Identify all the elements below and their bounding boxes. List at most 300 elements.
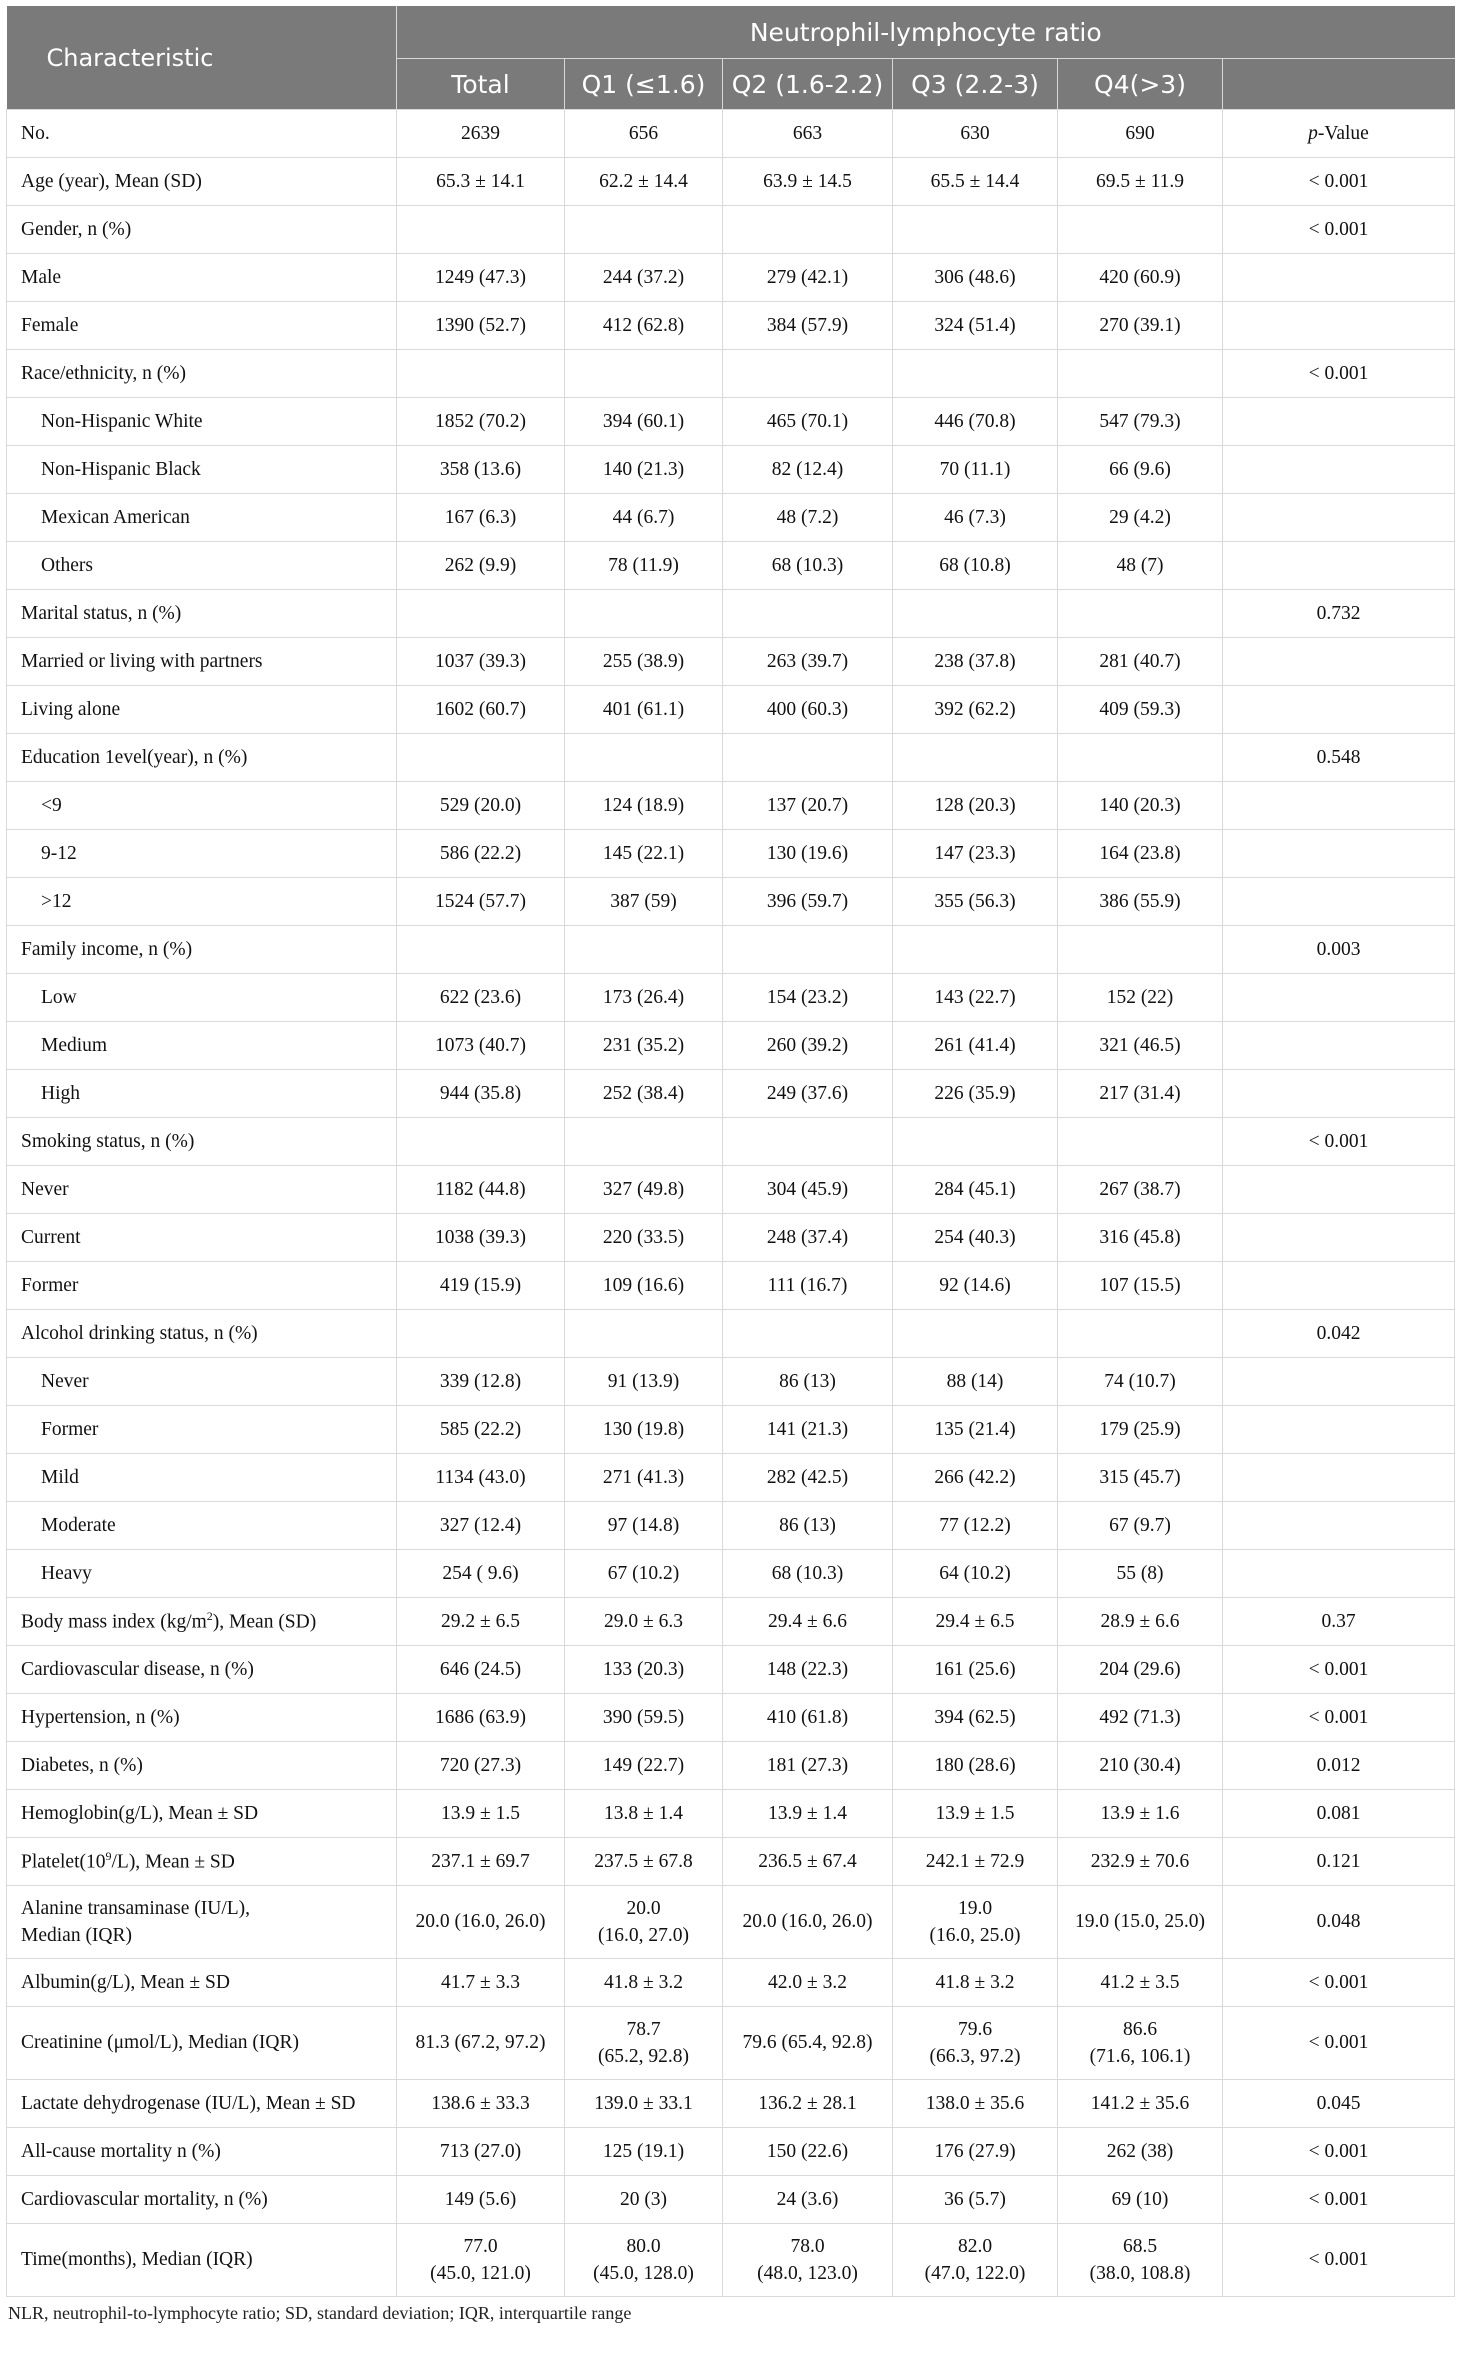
table-cell: 396 (59.7) [723, 878, 893, 926]
row-label [7, 926, 397, 974]
table-cell: 74 (10.7) [1058, 1358, 1223, 1406]
table-cell: 44 (6.7) [565, 494, 723, 542]
table-cell: 64 (10.2) [893, 1550, 1058, 1598]
table-cell: 65.5 ± 14.4 [893, 158, 1058, 206]
table-cell: 1602 (60.7) [397, 686, 565, 734]
row-label-text: Heavy [41, 1562, 92, 1584]
table-cell: 125 (19.1) [565, 2128, 723, 2176]
row-label-text-suffix: /L), Mean ± SD [111, 1851, 235, 1873]
table-cell: 420 (60.9) [1058, 254, 1223, 302]
table-cell: 254 ( 9.6) [397, 1550, 565, 1598]
p-value-suffix: -Value [1317, 122, 1369, 144]
table-cell: 141 (21.3) [723, 1406, 893, 1454]
baseline-characteristics-table [6, 6, 1455, 2297]
table-cell: 20 (3) [565, 2176, 723, 2224]
table-cell-line: (47.0, 122.0) [924, 2263, 1026, 2284]
p-value-cell: 0.081 [1223, 1790, 1455, 1838]
table-row [7, 1959, 1455, 2007]
row-label-text: Never [41, 1370, 89, 1392]
table-cell [893, 1310, 1058, 1358]
row-label [7, 2176, 397, 2224]
table-cell: 394 (60.1) [565, 398, 723, 446]
table-cell [397, 350, 565, 398]
table-cell: 48 (7) [1058, 542, 1223, 590]
row-label [7, 350, 397, 398]
row-label [7, 878, 397, 926]
row-label [7, 1790, 397, 1838]
table-cell: 140 (20.3) [1058, 782, 1223, 830]
table-cell: 69 (10) [1058, 2176, 1223, 2224]
table-cell [565, 734, 723, 782]
p-value-cell: < 0.001 [1223, 1646, 1455, 1694]
table-cell: 1182 (44.8) [397, 1166, 565, 1214]
table-cell [1058, 926, 1223, 974]
row-label [7, 1598, 397, 1646]
row-label [7, 398, 397, 446]
p-value-cell [1223, 1166, 1455, 1214]
table-row [7, 446, 1455, 494]
row-label-text: Time(months), Median (IQR) [21, 2249, 253, 2271]
table-cell [893, 206, 1058, 254]
row-label [7, 974, 397, 1022]
table-cell-line: 78.7 [626, 2018, 661, 2040]
row-label-text: <9 [41, 794, 62, 816]
table-row [7, 1550, 1455, 1598]
table-cell: 13.9 ± 1.6 [1058, 1790, 1223, 1838]
p-value-cell: < 0.001 [1223, 1959, 1455, 2007]
p-value-cell: 0.37 [1223, 1598, 1455, 1646]
p-value-cell: 0.042 [1223, 1310, 1455, 1358]
row-label-text: Albumin(g/L), Mean ± SD [21, 1971, 230, 1993]
table-row [7, 830, 1455, 878]
table-cell: 107 (15.5) [1058, 1262, 1223, 1310]
row-label-text: Former [21, 1274, 79, 1296]
table-cell: 713 (27.0) [397, 2128, 565, 2176]
p-value-italic: p [1308, 122, 1318, 144]
table-cell: 254 (40.3) [893, 1214, 1058, 1262]
row-label [7, 1959, 397, 2007]
table-cell: 68 (10.3) [723, 1550, 893, 1598]
table-row [7, 926, 1455, 974]
row-label-text: Moderate [41, 1514, 116, 1536]
table-cell: 143 (22.7) [893, 974, 1058, 1022]
table-cell: 1852 (70.2) [397, 398, 565, 446]
p-value-cell [1223, 686, 1455, 734]
table-cell-line: 19.0 [957, 1897, 993, 1919]
table-cell: 41.7 ± 3.3 [397, 1959, 565, 2007]
table-cell: 446 (70.8) [893, 398, 1058, 446]
row-label [7, 638, 397, 686]
table-cell: 28.9 ± 6.6 [1058, 1598, 1223, 1646]
table-cell: 1686 (63.9) [397, 1694, 565, 1742]
table-cell: 149 (5.6) [397, 2176, 565, 2224]
table-cell: 179 (25.9) [1058, 1406, 1223, 1454]
table-cell [723, 1118, 893, 1166]
table-cell: 137 (20.7) [723, 782, 893, 830]
table-cell: 412 (62.8) [565, 302, 723, 350]
table-row [7, 638, 1455, 686]
row-label [7, 590, 397, 638]
table-cell [397, 1310, 565, 1358]
table-cell: 630 [893, 110, 1058, 158]
table-cell: 65.3 ± 14.1 [397, 158, 565, 206]
row-label [7, 446, 397, 494]
row-label [7, 1358, 397, 1406]
row-label [7, 1070, 397, 1118]
table-row [7, 1502, 1455, 1550]
table-cell: 315 (45.7) [1058, 1454, 1223, 1502]
p-value-cell [1223, 1262, 1455, 1310]
table-cell: 720 (27.3) [397, 1742, 565, 1790]
table-cell [723, 206, 893, 254]
row-label-text: Non-Hispanic White [41, 410, 203, 432]
row-label [7, 1262, 397, 1310]
table-cell: 279 (42.1) [723, 254, 893, 302]
table-cell [723, 734, 893, 782]
column-header-q2: Q2 (1.6-2.2) [723, 59, 893, 110]
row-label [7, 1454, 397, 1502]
row-label [7, 302, 397, 350]
table-cell [1058, 1310, 1223, 1358]
table-row [7, 1838, 1455, 1886]
table-cell: 19.0 (15.0, 25.0) [1058, 1886, 1223, 1959]
row-label [7, 1406, 397, 1454]
table-cell: 180 (28.6) [893, 1742, 1058, 1790]
table-cell [565, 590, 723, 638]
row-label [7, 1310, 397, 1358]
row-label [7, 734, 397, 782]
p-value-cell [1223, 830, 1455, 878]
table-cell: 69.5 ± 11.9 [1058, 158, 1223, 206]
table-cell: 282 (42.5) [723, 1454, 893, 1502]
table-cell: 1073 (40.7) [397, 1022, 565, 1070]
table-cell: 262 (9.9) [397, 542, 565, 590]
p-value-cell [1223, 1070, 1455, 1118]
row-label [7, 1838, 397, 1886]
table-cell: 204 (29.6) [1058, 1646, 1223, 1694]
table-cell: 79.6 (65.4, 92.8) [723, 2007, 893, 2080]
row-label-text-suffix: ), Mean (SD) [212, 1611, 317, 1633]
table-cell [1058, 590, 1223, 638]
table-cell: 316 (45.8) [1058, 1214, 1223, 1262]
table-cell: 238 (37.8) [893, 638, 1058, 686]
table-cell: 13.9 ± 1.5 [397, 1790, 565, 1838]
row-label-text: Hemoglobin(g/L), Mean ± SD [21, 1802, 259, 1824]
table-cell: 267 (38.7) [1058, 1166, 1223, 1214]
table-row [7, 1310, 1455, 1358]
p-value-cell [1223, 878, 1455, 926]
row-label-text: Mild [41, 1466, 79, 1488]
table-row [7, 2080, 1455, 2128]
row-label-text: Marital status, n (%) [21, 602, 182, 624]
table-cell: 97 (14.8) [565, 1502, 723, 1550]
table-cell [565, 206, 723, 254]
row-label [7, 2128, 397, 2176]
table-cell: 358 (13.6) [397, 446, 565, 494]
row-label [7, 2224, 397, 2297]
row-label-text: Married or living with partners [21, 650, 263, 672]
table-cell: 13.8 ± 1.4 [565, 1790, 723, 1838]
table-cell: 55 (8) [1058, 1550, 1223, 1598]
table-cell: 646 (24.5) [397, 1646, 565, 1694]
table-row [7, 1070, 1455, 1118]
table-row [7, 542, 1455, 590]
table-cell [893, 590, 1058, 638]
table-cell [893, 926, 1058, 974]
table-cell: 152 (22) [1058, 974, 1223, 1022]
column-header-q3: Q3 (2.2-3) [893, 59, 1058, 110]
table-cell: 29 (4.2) [1058, 494, 1223, 542]
row-label [7, 782, 397, 830]
row-label [7, 1502, 397, 1550]
p-value-cell [1223, 110, 1455, 158]
table-cell: 586 (22.2) [397, 830, 565, 878]
table-cell-line: (38.0, 108.8) [1089, 2263, 1191, 2284]
table-row [7, 2224, 1455, 2297]
p-value-cell [1223, 254, 1455, 302]
row-label-text-line2: Median (IQR) [21, 1925, 133, 1946]
p-value-cell: < 0.001 [1223, 2128, 1455, 2176]
row-label-text: Alanine transaminase (IU/L), [21, 1897, 251, 1919]
table-cell: 20.0 (16.0, 26.0) [723, 1886, 893, 1959]
table-cell: 82 (12.4) [723, 446, 893, 494]
row-label-text: Alcohol drinking status, n (%) [21, 1322, 258, 1344]
row-label [7, 1694, 397, 1742]
table-cell: 62.2 ± 14.4 [565, 158, 723, 206]
table-cell: 248 (37.4) [723, 1214, 893, 1262]
table-cell: 284 (45.1) [893, 1166, 1058, 1214]
table-cell: 140 (21.3) [565, 446, 723, 494]
table-cell: 133 (20.3) [565, 1646, 723, 1694]
table-cell: 68 (10.3) [723, 542, 893, 590]
column-header-q4: Q4(>3) [1058, 59, 1223, 110]
table-cell: 2639 [397, 110, 565, 158]
table-row [7, 1214, 1455, 1262]
table-cell-line: (71.6, 106.1) [1089, 2046, 1191, 2067]
row-label [7, 158, 397, 206]
table-cell: 327 (12.4) [397, 1502, 565, 1550]
row-label [7, 110, 397, 158]
table-cell: 81.3 (67.2, 97.2) [397, 2007, 565, 2080]
table-cell: 66 (9.6) [1058, 446, 1223, 494]
table-row [7, 734, 1455, 782]
row-label-text: Family income, n (%) [21, 938, 193, 960]
table-cell: 390 (59.5) [565, 1694, 723, 1742]
table-cell: 91 (13.9) [565, 1358, 723, 1406]
table-cell: 237.1 ± 69.7 [397, 1838, 565, 1886]
row-label [7, 1166, 397, 1214]
table-cell-line: 77.0 [463, 2235, 498, 2257]
p-value-cell: < 0.001 [1223, 206, 1455, 254]
table-cell: 585 (22.2) [397, 1406, 565, 1454]
p-value-cell [1223, 1358, 1455, 1406]
table-row [7, 1646, 1455, 1694]
row-label-text: Platelet(10 [21, 1851, 106, 1873]
table-cell: 63.9 ± 14.5 [723, 158, 893, 206]
row-label-text: Cardiovascular mortality, n (%) [21, 2188, 268, 2210]
table-row [7, 686, 1455, 734]
table-cell: 249 (37.6) [723, 1070, 893, 1118]
row-label-text: Education 1evel(year), n (%) [21, 746, 248, 768]
table-cell [565, 350, 723, 398]
table-cell: 130 (19.6) [723, 830, 893, 878]
table-cell: 145 (22.1) [565, 830, 723, 878]
table-row [7, 2176, 1455, 2224]
table-cell: 226 (35.9) [893, 1070, 1058, 1118]
table-cell [723, 590, 893, 638]
table-cell: 944 (35.8) [397, 1070, 565, 1118]
table-footnote: NLR, neutrophil-to-lymphocyte ratio; SD, standard deviation; IQR, interquartile range [8, 2303, 632, 2323]
table-cell: 181 (27.3) [723, 1742, 893, 1790]
table-cell: 547 (79.3) [1058, 398, 1223, 446]
table-cell-line: (66.3, 97.2) [929, 2046, 1021, 2067]
table-cell [1058, 350, 1223, 398]
table-cell: 231 (35.2) [565, 1022, 723, 1070]
row-label [7, 1214, 397, 1262]
table-cell: 92 (14.6) [893, 1262, 1058, 1310]
p-value-cell: < 0.001 [1223, 158, 1455, 206]
row-label-superscript: 2 [206, 1608, 213, 1623]
table-cell: 210 (30.4) [1058, 1742, 1223, 1790]
table-cell: 252 (38.4) [565, 1070, 723, 1118]
table-row [7, 2007, 1455, 2080]
table-cell: 36 (5.7) [893, 2176, 1058, 2224]
table-cell: 135 (21.4) [893, 1406, 1058, 1454]
table-cell: 78 (11.9) [565, 542, 723, 590]
row-label [7, 1886, 397, 1959]
table-cell: 41.8 ± 3.2 [565, 1959, 723, 2007]
row-label-text: Cardiovascular disease, n (%) [21, 1658, 254, 1680]
table-cell: 392 (62.2) [893, 686, 1058, 734]
row-label-text: Former [41, 1418, 99, 1440]
table-cell: 400 (60.3) [723, 686, 893, 734]
table-cell: 387 (59) [565, 878, 723, 926]
row-label [7, 1118, 397, 1166]
table-cell: 149 (22.7) [565, 1742, 723, 1790]
p-value-cell [1223, 1214, 1455, 1262]
row-label-text: Race/ethnicity, n (%) [21, 362, 186, 384]
row-label-text: Medium [41, 1034, 108, 1056]
row-label-text: Others [41, 554, 93, 576]
p-value-cell: < 0.001 [1223, 2224, 1455, 2297]
table-cell [1058, 734, 1223, 782]
p-value-cell: 0.732 [1223, 590, 1455, 638]
table-row [7, 1406, 1455, 1454]
table-cell: 111 (16.7) [723, 1262, 893, 1310]
table-cell: 148 (22.3) [723, 1646, 893, 1694]
p-value-cell: < 0.001 [1223, 2007, 1455, 2080]
p-value-cell [1223, 1406, 1455, 1454]
table-cell: 220 (33.5) [565, 1214, 723, 1262]
table-row [7, 974, 1455, 1022]
p-value-cell: 0.012 [1223, 1742, 1455, 1790]
table-cell [565, 2224, 723, 2297]
table-cell: 29.2 ± 6.5 [397, 1598, 565, 1646]
row-label-text: Hypertension, n (%) [21, 1706, 180, 1728]
table-cell [565, 926, 723, 974]
table-cell: 270 (39.1) [1058, 302, 1223, 350]
row-label-text: Low [41, 986, 77, 1008]
table-body [7, 110, 1455, 2297]
table-cell: 138.6 ± 33.3 [397, 2080, 565, 2128]
table-row [7, 350, 1455, 398]
table-cell: 663 [723, 110, 893, 158]
table-cell: 324 (51.4) [893, 302, 1058, 350]
table-cell: 130 (19.8) [565, 1406, 723, 1454]
row-label-text: Body mass index (kg/m [21, 1611, 207, 1633]
table-cell: 173 (26.4) [565, 974, 723, 1022]
table-cell-line: 80.0 [626, 2235, 661, 2257]
table-cell: 281 (40.7) [1058, 638, 1223, 686]
table-cell: 141.2 ± 35.6 [1058, 2080, 1223, 2128]
row-label-text: Non-Hispanic Black [41, 458, 201, 480]
row-label-text: No. [21, 122, 50, 144]
table-cell: 150 (22.6) [723, 2128, 893, 2176]
table-cell: 244 (37.2) [565, 254, 723, 302]
table-cell: 48 (7.2) [723, 494, 893, 542]
table-cell: 29.4 ± 6.5 [893, 1598, 1058, 1646]
table-cell: 690 [1058, 110, 1223, 158]
table-cell [565, 1310, 723, 1358]
table-cell-line: 82.0 [957, 2235, 993, 2257]
table-cell: 306 (48.6) [893, 254, 1058, 302]
table-row [7, 1694, 1455, 1742]
table-cell: 529 (20.0) [397, 782, 565, 830]
table-row [7, 494, 1455, 542]
table-cell: 13.9 ± 1.5 [893, 1790, 1058, 1838]
p-value-cell: < 0.001 [1223, 1694, 1455, 1742]
table-cell: 339 (12.8) [397, 1358, 565, 1406]
table-cell: 232.9 ± 70.6 [1058, 1838, 1223, 1886]
table-cell [565, 2007, 723, 2080]
table-cell: 355 (56.3) [893, 878, 1058, 926]
row-label [7, 1022, 397, 1070]
p-value-cell [1223, 974, 1455, 1022]
row-label-text: Never [21, 1178, 69, 1200]
table-cell [893, 2224, 1058, 2297]
table-cell: 1037 (39.3) [397, 638, 565, 686]
table-cell: 394 (62.5) [893, 1694, 1058, 1742]
table-cell: 409 (59.3) [1058, 686, 1223, 734]
table-cell: 161 (25.6) [893, 1646, 1058, 1694]
row-label [7, 1550, 397, 1598]
table-cell: 164 (23.8) [1058, 830, 1223, 878]
row-label-text: >12 [41, 890, 72, 912]
row-label [7, 254, 397, 302]
table-cell [397, 734, 565, 782]
table-cell: 29.0 ± 6.3 [565, 1598, 723, 1646]
table-container [6, 6, 1454, 2324]
table-cell: 77 (12.2) [893, 1502, 1058, 1550]
table-row [7, 158, 1455, 206]
table-cell [397, 590, 565, 638]
table-row [7, 1742, 1455, 1790]
table-row [7, 1166, 1455, 1214]
table-row [7, 1358, 1455, 1406]
row-label-text: Creatinine (μmol/L), Median (IQR) [21, 2032, 299, 2054]
table-cell: 88 (14) [893, 1358, 1058, 1406]
p-value-cell: 0.003 [1223, 926, 1455, 974]
table-cell [723, 1310, 893, 1358]
table-cell: 401 (61.1) [565, 686, 723, 734]
p-value-cell: 0.548 [1223, 734, 1455, 782]
table-cell: 262 (38) [1058, 2128, 1223, 2176]
table-cell-line: (45.0, 128.0) [593, 2263, 694, 2284]
table-cell: 86 (13) [723, 1358, 893, 1406]
table-cell-line: 86.6 [1122, 2018, 1158, 2040]
table-cell: 167 (6.3) [397, 494, 565, 542]
table-cell: 266 (42.2) [893, 1454, 1058, 1502]
